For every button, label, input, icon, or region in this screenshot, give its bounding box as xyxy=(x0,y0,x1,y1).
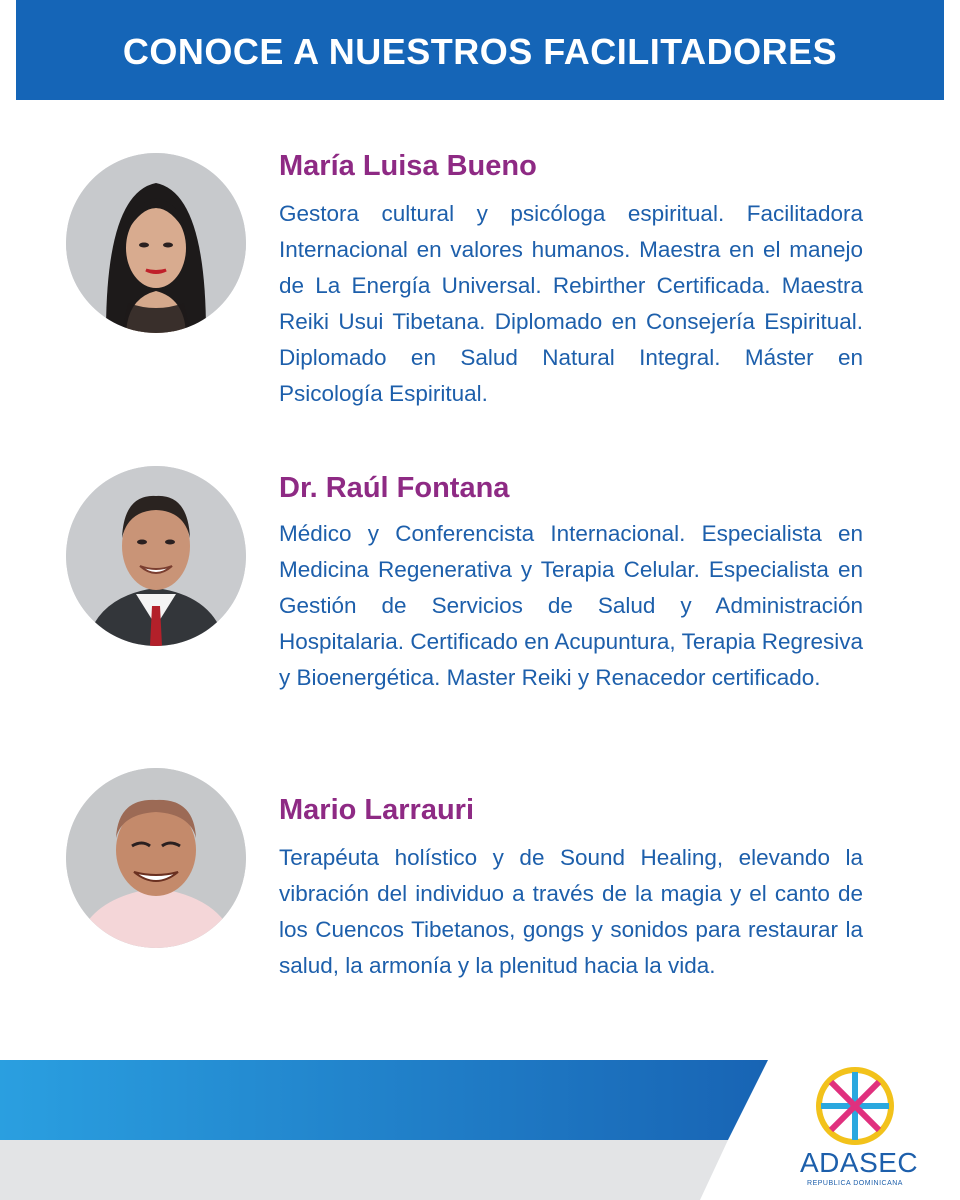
facilitator-2-name: Dr. Raúl Fontana xyxy=(279,472,510,504)
facilitator-1-bio: Gestora cultural y psicóloga espiritual. Facilitadora Internacional en valores humanos. Maestra en el manejo de La Energía Universal. Rebirther Certificada. Maestra Reiki Usui Tibetana. Diplomado en Consejería Espiritual. Diplomado en Salud Natural Integral. Máster en Psicología Espiritual. xyxy=(279,201,863,406)
facilitator-2-bio: Médico y Conferencista Internacional. Especialista en Medicina Regenerativa y Terapia Celular. Especialista en Gestión de Servicios de Salud y Administración Hospitalaria. Certificado en Acupuntura, Terapia Regresiva y Bioenergética. Master Reiki y Renacedor certificado. xyxy=(279,521,863,690)
avatar-facilitator-3 xyxy=(66,768,246,948)
logo-subtitle: REPUBLICA DOMINICANA xyxy=(807,1180,903,1187)
facilitator-3-name: Mario Larrauri xyxy=(279,794,474,826)
avatar-facilitator-2 xyxy=(66,466,246,646)
page-header xyxy=(16,0,944,100)
page-title: CONOCE A NUESTROS FACILITADORES xyxy=(122,31,838,72)
logo-name: ADASEC xyxy=(800,1147,919,1178)
facilitator-3-bio: Terapéuta holístico y de Sound Healing, elevando la vibración del individuo a través de la magia y el canto de los Cuencos Tibetanos, gongs y sonidos para restaurar la salud, la armonía y la plenitud hacia la vida. xyxy=(279,845,863,978)
avatar-facilitator-1 xyxy=(66,153,246,333)
adasec-logo-icon xyxy=(800,1064,910,1154)
facilitator-1-name: María Luisa Bueno xyxy=(279,150,537,182)
